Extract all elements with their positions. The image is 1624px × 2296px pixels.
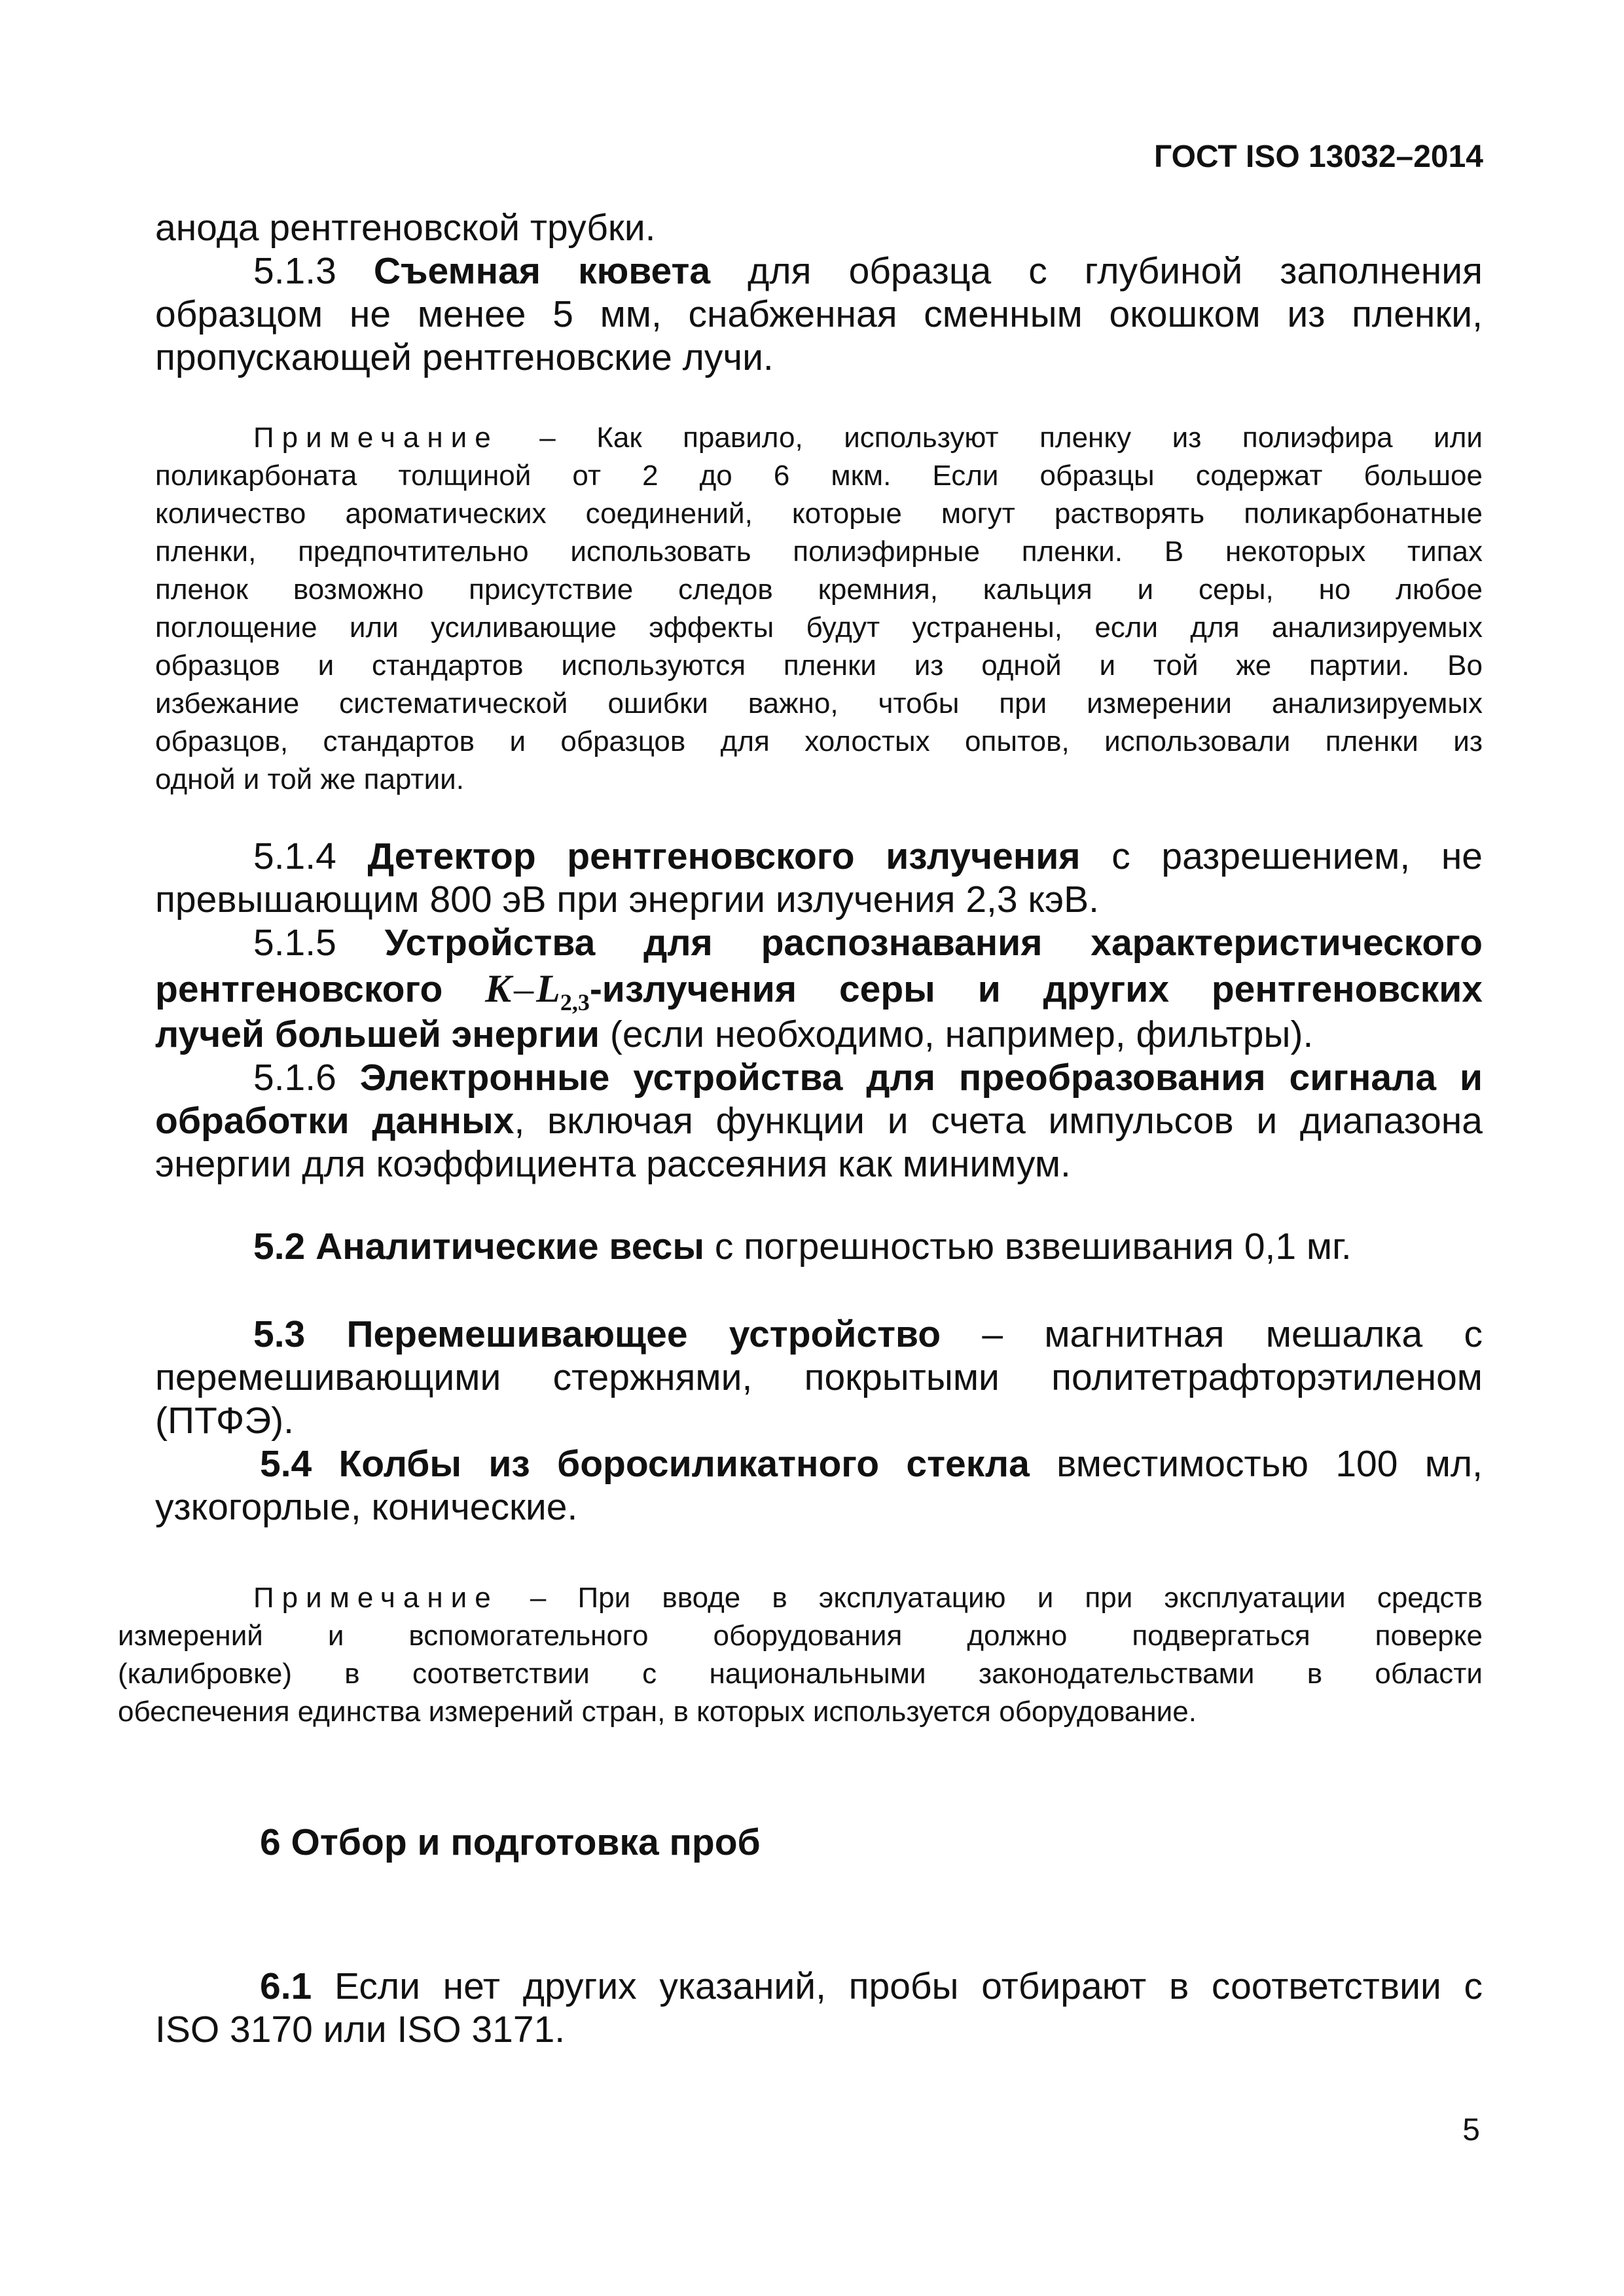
clause-title: 5.3 Перемешивающее устройство bbox=[253, 1313, 941, 1355]
clause-title-part: рентгеновского bbox=[155, 968, 443, 1010]
note-1-line-1 bbox=[253, 419, 1483, 457]
clause-title-part: лучей большей энергии bbox=[155, 1013, 600, 1055]
clause-text: с погрешностью взвешивания 0,1 мг. bbox=[714, 1226, 1352, 1267]
note-1-line-7: образцов и стандартов используются пленки из одной и той же партии. Во bbox=[155, 649, 1483, 682]
clause-text: Если нет других указаний, пробы отбирают в соответствии с bbox=[334, 1965, 1483, 2007]
clause-5-1-6-line-2 bbox=[155, 1099, 1483, 1143]
clause-text: , включая функции и счета импульсов и диапазона bbox=[514, 1100, 1483, 1142]
note-1-line-2: поликарбоната толщиной от 2 до 6 мкм. Если образцы содержат большое bbox=[155, 460, 1483, 492]
clause-5-1-5-line-3 bbox=[155, 1012, 1313, 1057]
clause-text: вместимостью 100 мл, bbox=[1056, 1443, 1483, 1485]
clause-text: (если необходимо, например, фильтры). bbox=[609, 1013, 1314, 1055]
math-formula: $K-L_{2,3}$ bbox=[485, 967, 590, 1015]
note-2-line-1 bbox=[253, 1579, 1483, 1617]
clause-5-2 bbox=[253, 1224, 1352, 1269]
clause-6-1-line-2: ISO 3170 или ISO 3171. bbox=[155, 2009, 566, 2050]
clause-title: Устройства для распознавания характеристического bbox=[384, 922, 1483, 964]
clause-text: с разрешением, не bbox=[1111, 835, 1483, 877]
note-1-line-8: избежание систематической ошибки важно, чтобы при измерении анализируемых bbox=[155, 687, 1483, 720]
clause-5-4-line-2: узкогорлые, конические. bbox=[155, 1486, 578, 1528]
clause-title: Электронные устройства для преобразования сигнала и bbox=[359, 1057, 1483, 1099]
clause-5-1-4-line-1 bbox=[253, 834, 1483, 879]
clause-5-1-3-line-1 bbox=[253, 249, 1483, 293]
clause-number: 5.1.3 bbox=[253, 250, 336, 292]
note-text: – Как правило, используют пленку из полиэфира или bbox=[539, 422, 1483, 454]
note-2-line-2: измерений и вспомогательного оборудования должно подвергаться поверке bbox=[118, 1620, 1483, 1652]
clause-text: для образца с глубиной заполнения bbox=[748, 250, 1483, 292]
note-text: – При вводе в эксплуатацию и при эксплуатации средств bbox=[530, 1582, 1483, 1614]
clause-number: 6.1 bbox=[260, 1965, 312, 2007]
clause-number: 5.1.5 bbox=[253, 922, 336, 964]
note-1-line-5: пленок возможно присутствие следов кремния, кальция и серы, но любое bbox=[155, 574, 1483, 606]
clause-5-1-6-line-1 bbox=[253, 1055, 1483, 1100]
clause-title: 5.4 Колбы из боросиликатного стекла bbox=[260, 1443, 1030, 1485]
clause-title: 5.2 Аналитические весы bbox=[253, 1226, 705, 1267]
clause-5-3-line-2: перемешивающими стержнями, покрытыми политетрафторэтиленом bbox=[155, 1357, 1483, 1398]
clause-title-part: обработки данных bbox=[155, 1100, 514, 1142]
clause-title-part: -излучения серы и других рентгеновских bbox=[589, 968, 1483, 1010]
note-1-line-6: поглощение или усиливающие эффекты будут устранены, если для анализируемых bbox=[155, 611, 1483, 644]
clause-number: 5.1.4 bbox=[253, 835, 336, 877]
clause-5-1-5-line-1 bbox=[253, 920, 1483, 965]
clause-number: 5.1.6 bbox=[253, 1057, 336, 1099]
clause-5-3-line-3: (ПТФЭ). bbox=[155, 1400, 294, 1442]
clause-title: Съемная кювета bbox=[373, 250, 711, 292]
note-1-line-3: количество ароматических соединений, которые могут растворять поликарбонатные bbox=[155, 498, 1483, 530]
note-label: Примечание bbox=[253, 422, 499, 454]
document-id-header: ГОСТ ISO 13032–2014 bbox=[1153, 139, 1483, 174]
clause-text: – магнитная мешалка с bbox=[982, 1313, 1483, 1355]
note-1-line-10: одной и той же партии. bbox=[155, 763, 464, 795]
text-line: анода рентгеновской трубки. bbox=[155, 207, 656, 249]
clause-5-1-6-line-3: энергии для коэффициента рассеяния как минимум. bbox=[155, 1143, 1071, 1185]
clause-6-1-line-1 bbox=[260, 1964, 1483, 2009]
clause-5-1-4-line-2: превышающим 800 эВ при энергии излучения 2,3 кэВ. bbox=[155, 879, 1099, 920]
clause-title: Детектор рентгеновского излучения bbox=[367, 835, 1081, 877]
clause-5-4-line-1 bbox=[260, 1442, 1483, 1486]
note-1-line-4: пленки, предпочтительно использовать полиэфирные пленки. В некоторых типах bbox=[155, 536, 1483, 568]
note-1-line-9: образцов, стандартов и образцов для холостых опытов, использовали пленки из bbox=[155, 725, 1483, 757]
page-number: 5 bbox=[1462, 2113, 1480, 2147]
section-6-heading: 6 Отбор и подготовка проб bbox=[260, 1821, 761, 1863]
note-label: Примечание bbox=[253, 1582, 499, 1614]
note-2-line-3: (калибровке) в соответствии с национальными законодательствами в области bbox=[118, 1658, 1483, 1690]
note-2-line-4: обеспечения единства измерений стран, в которых используется оборудование. bbox=[118, 1696, 1197, 1728]
clause-5-1-3-line-3: пропускающей рентгеновские лучи. bbox=[155, 337, 774, 378]
clause-5-3-line-1 bbox=[253, 1312, 1483, 1357]
clause-5-1-3-line-2: образцом не менее 5 мм, снабженная сменным окошком из пленки, bbox=[155, 293, 1483, 335]
